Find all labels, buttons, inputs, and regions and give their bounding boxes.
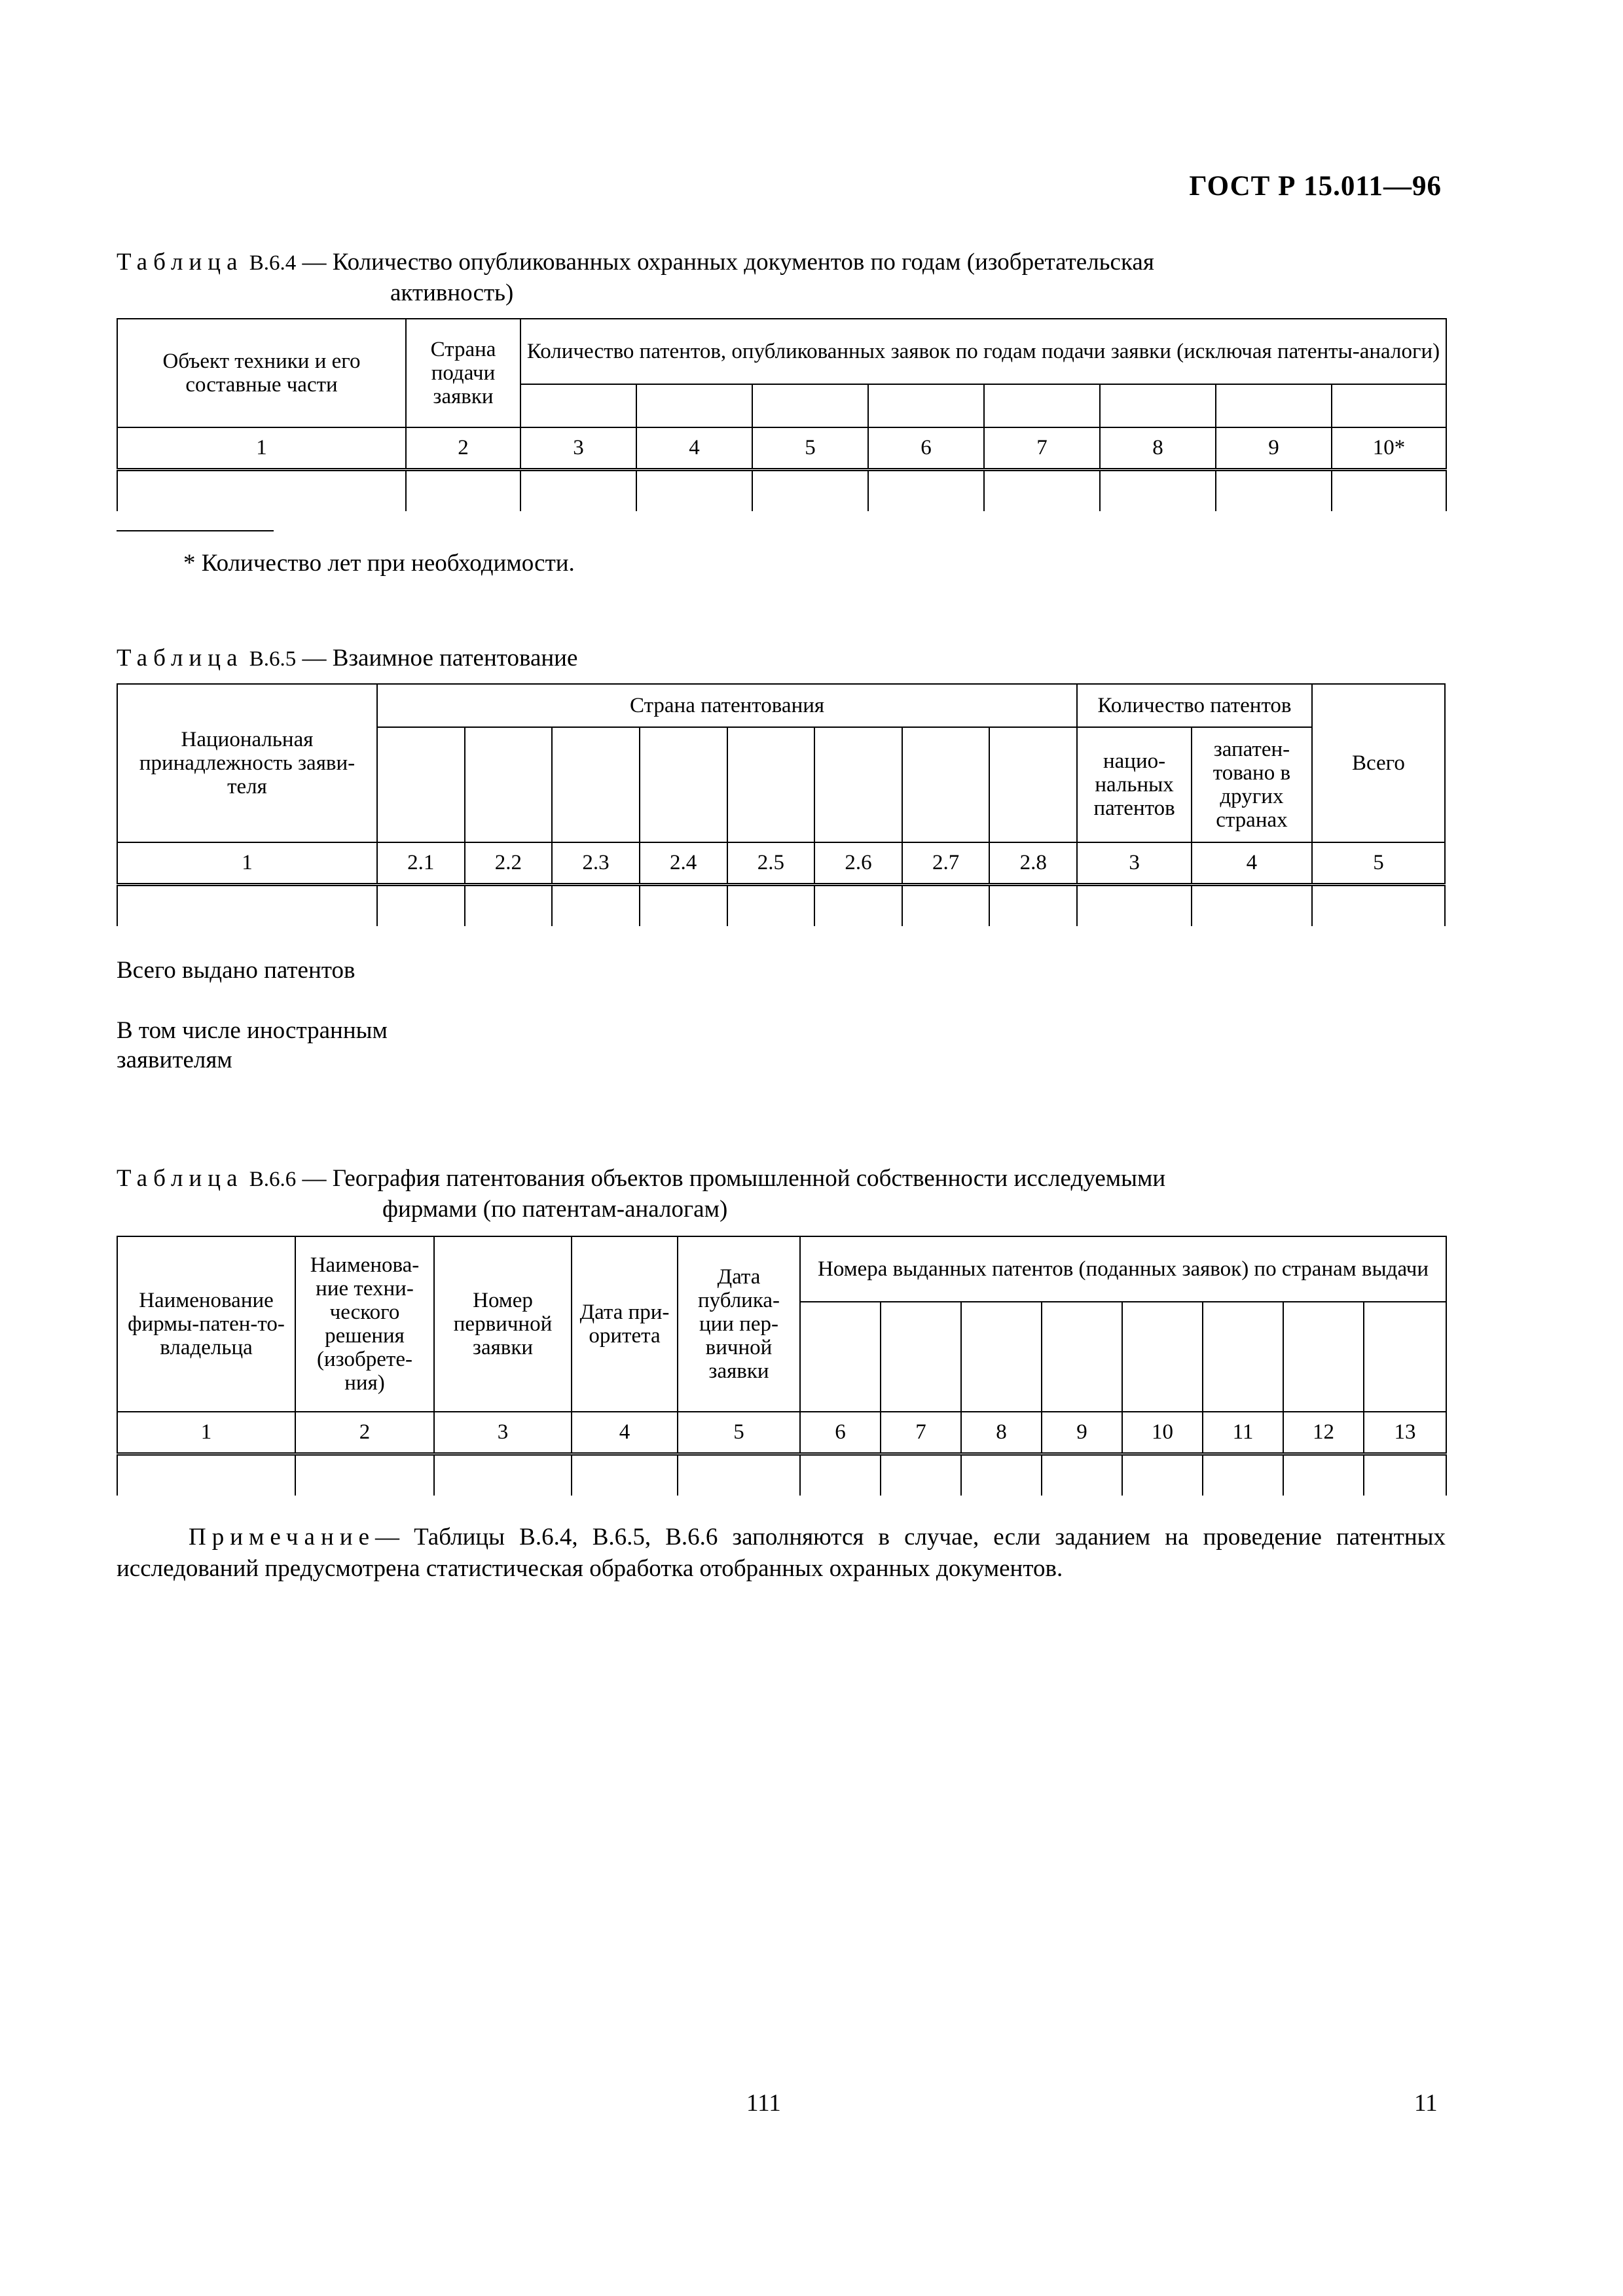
header-object: Объект техники и его составные части [117,319,406,427]
column-number: 2.1 [377,842,465,884]
empty-cell [1312,884,1445,926]
empty-cell [814,884,902,926]
empty-cell [1192,884,1312,926]
country-cell [902,727,990,842]
page-number: 11 [1414,2090,1438,2117]
empty-cell [636,469,752,511]
column-number: 5 [678,1412,800,1454]
column-number: 3 [520,427,636,469]
table-label: Таблица [117,249,244,276]
country-cell [800,1302,881,1412]
empty-cell [868,469,984,511]
column-number: 10* [1332,427,1446,469]
column-number: 2 [406,427,520,469]
column-number: 1 [117,427,406,469]
empty-cell [1216,469,1332,511]
column-number: 2.6 [814,842,902,884]
page-number-center: 111 [746,2090,781,2117]
empty-cell [117,884,377,926]
header-publication-date: Дата публика-ции пер-вичной заявки [678,1236,800,1412]
empty-cell [1122,1454,1203,1496]
year-cell [752,384,868,427]
table-title: — Взаимное патентование [302,645,578,672]
table-b64 [117,318,1447,511]
note-text: — Таблицы В.6.4, В.6.5, В.6.6 заполняются в случае, если заданием на проведение патентных исследований предусмотрена статистическая обработка отобранных охранных документов. [117,1524,1446,1582]
empty-cell [881,1454,961,1496]
column-number: 11 [1203,1412,1283,1454]
empty-cell [295,1454,434,1496]
summary-foreign-line1: В том числе иностранным [117,1017,388,1044]
year-cell [1100,384,1216,427]
note-label: Примечание [189,1524,375,1551]
year-cell [984,384,1100,427]
table-b65-caption [117,643,1446,674]
header-priority-date: Дата при-оритета [572,1236,678,1412]
country-cell [1122,1302,1203,1412]
table-b66-caption [117,1164,1446,1224]
empty-cell [117,469,406,511]
empty-cell [1283,1454,1364,1496]
column-number: 6 [868,427,984,469]
country-cell [552,727,640,842]
summary-issued: Всего выдано патентов [117,957,356,984]
column-number: 8 [961,1412,1042,1454]
table-b65 [117,683,1446,926]
footnote: * Количество лет при необходимости. [183,550,575,577]
header-nationality: Национальная принадлежность заяви-теля [117,684,377,842]
footnote-separator [117,530,274,531]
column-number: 2.2 [465,842,553,884]
empty-cell [640,884,727,926]
column-number: 2 [295,1412,434,1454]
empty-cell [552,884,640,926]
year-cell [1332,384,1446,427]
header-issued-patents: Номера выданных патентов (поданных заявок) по странам выдачи [800,1236,1446,1302]
table-label: Таблица [117,1165,244,1192]
column-number: 5 [1312,842,1445,884]
column-number: 2.7 [902,842,990,884]
column-number: 2.5 [727,842,815,884]
year-cell [636,384,752,427]
note [117,1522,1446,1585]
empty-cell [117,1454,295,1496]
empty-cell [961,1454,1042,1496]
table-title-continued: активность) [390,279,514,306]
table-title-continued: фирмами (по патентам-аналогам) [382,1196,728,1223]
empty-cell [377,884,465,926]
year-cell [868,384,984,427]
column-number: 4 [572,1412,678,1454]
table-title: — География патентования объектов промышленной собственности исследуемыми [302,1165,1166,1192]
column-number: 3 [434,1412,572,1454]
empty-cell [800,1454,881,1496]
table-number: В.6.5 [249,647,297,671]
table-number: В.6.4 [249,251,297,275]
header-patents-by-year: Количество патентов, опубликованных заявок по годам подачи заявки (исключая патенты-аналоги) [520,319,1446,384]
column-number: 5 [752,427,868,469]
empty-cell [1100,469,1216,511]
column-number: 4 [636,427,752,469]
empty-cell [989,884,1077,926]
column-number: 1 [117,842,377,884]
header-other-countries: запатен-товано в других странах [1192,727,1312,842]
header-firm: Наименование фирмы-патен-то-владельца [117,1236,295,1412]
country-cell [1283,1302,1364,1412]
table-b64-caption [117,247,1446,308]
column-number: 10 [1122,1412,1203,1454]
column-number: 8 [1100,427,1216,469]
empty-cell [902,884,990,926]
table-number: В.6.6 [249,1168,297,1191]
empty-cell [1077,884,1192,926]
column-number: 9 [1216,427,1332,469]
summary-foreign [117,1016,388,1075]
empty-cell [406,469,520,511]
column-number: 2.4 [640,842,727,884]
column-number: 2.3 [552,842,640,884]
header-count: Количество патентов [1077,684,1312,727]
column-number: 9 [1042,1412,1122,1454]
country-cell [881,1302,961,1412]
table-title: — Количество опубликованных охранных документов по годам (изобретательская [302,249,1154,276]
header-country: Страна патентования [377,684,1077,727]
empty-cell [678,1454,800,1496]
empty-cell [752,469,868,511]
empty-cell [465,884,553,926]
empty-cell [984,469,1100,511]
year-cell [520,384,636,427]
column-number: 6 [800,1412,881,1454]
column-number: 4 [1192,842,1312,884]
country-cell [961,1302,1042,1412]
empty-cell [1364,1454,1446,1496]
header-total: Всего [1312,684,1445,842]
table-b66 [117,1236,1447,1496]
country-cell [1203,1302,1283,1412]
empty-cell [1203,1454,1283,1496]
summary-foreign-line2: заявителям [117,1047,232,1073]
standard-designation: ГОСТ Р 15.011—96 [1189,171,1442,202]
country-cell [1042,1302,1122,1412]
empty-cell [520,469,636,511]
column-number: 2.8 [989,842,1077,884]
column-number: 13 [1364,1412,1446,1454]
empty-cell [434,1454,572,1496]
column-number: 12 [1283,1412,1364,1454]
column-number: 7 [881,1412,961,1454]
country-cell [727,727,815,842]
table-label: Таблица [117,645,244,672]
empty-cell [1042,1454,1122,1496]
header-application-number: Номер первичной заявки [434,1236,572,1412]
column-number: 1 [117,1412,295,1454]
header-national: нацио-нальных патентов [1077,727,1192,842]
country-cell [640,727,727,842]
year-cell [1216,384,1332,427]
column-number: 7 [984,427,1100,469]
country-cell [814,727,902,842]
column-number: 3 [1077,842,1192,884]
empty-cell [1332,469,1446,511]
empty-cell [572,1454,678,1496]
country-cell [1364,1302,1446,1412]
country-cell [377,727,465,842]
country-cell [465,727,553,842]
country-cell [989,727,1077,842]
header-country: Страна подачи заявки [406,319,520,427]
header-solution: Наименова-ние техни-ческого решения (изобрете-ния) [295,1236,434,1412]
empty-cell [727,884,815,926]
